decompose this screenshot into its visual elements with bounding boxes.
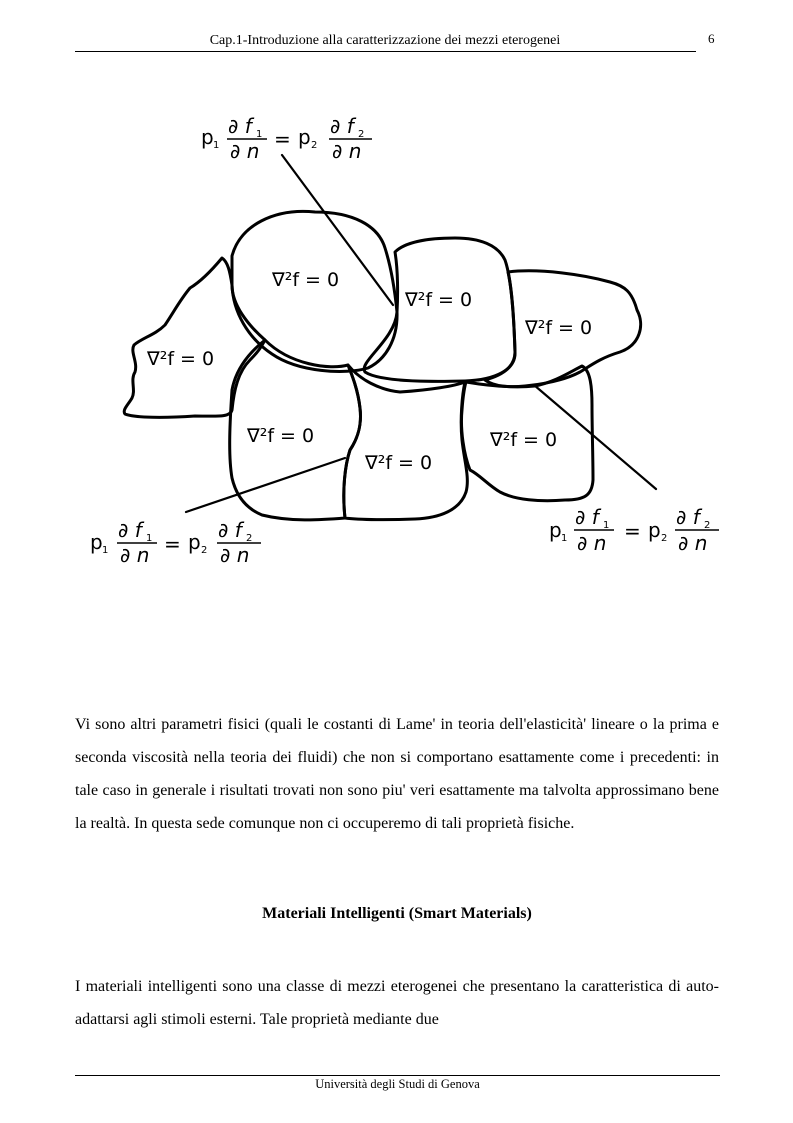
eq-p2-sub: 2 [311,140,318,151]
region-label: ∇²f = 0 [147,348,215,370]
interface-equation-top [201,114,372,163]
svg-text:=: = [624,519,641,543]
svg-text:∇²f = 0 [146,348,214,370]
region-label: ∇²f = 0 [365,452,433,474]
paragraph-smart-materials: I materiali intelligenti sono una classe di mezzi eterogenei che presentano la caratteristica di auto-adattarsi agli stimoli esterni. Tale proprietà mediante due [75,978,719,1028]
bottom-left-leader-line [186,458,345,512]
region-left-outline [124,258,265,417]
paragraph-lame-constants: Vi sono altri parametri fisici (quali le costanti di Lame' in teoria dell'elasticità' lineare o la prima e seconda viscosità nella teoria dei fluidi) che non si comportano esattamente come i precedenti: in tale caso in generale i risultati trovati non sono piu' veri esattamente ma talvolta approssimano bene la realtà. In questa sede comunque non ci occuperemo di tali proprietà fisiche. [75,716,719,832]
svg-text:∂ f: ∂ f [218,518,242,542]
svg-text:p: p [188,530,201,554]
svg-text:∇²f = 0 [246,425,314,447]
page-number: 6 [708,31,715,46]
eq-p1: p [201,125,214,149]
section-heading-smart-materials: Materiali Intelligenti (Smart Materials) [262,905,532,922]
svg-text:2: 2 [704,520,711,531]
svg-text:∂ f: ∂ f [676,505,700,529]
svg-text:1: 1 [603,520,610,531]
eq-numerator-right: ∂ f [330,114,354,138]
interface-equation-bottom-left [90,518,261,567]
svg-text:∂ n: ∂ n [220,543,250,567]
svg-text:∂ f: ∂ f [118,518,142,542]
eq-numerator-left: ∂ f [228,114,252,138]
interface-equation-bottom-right [549,505,719,555]
svg-text:∂ n: ∂ n [577,531,607,555]
region-center-bottom-outline [344,365,468,520]
region-label: ∇²f = 0 [490,429,558,451]
region-label: ∇²f = 0 [405,289,473,311]
eq-equals: = [274,127,291,151]
footer-university: Università degli Studi di Genova [315,1077,480,1091]
svg-text:1: 1 [561,533,568,544]
svg-text:∂ n: ∂ n [120,543,150,567]
footer-divider [75,1075,720,1076]
eq-numerator-left-sub: 1 [256,129,263,140]
eq-denominator-left: ∂ n [230,139,260,163]
svg-text:∂ n: ∂ n [678,531,708,555]
svg-text:1: 1 [102,545,109,556]
svg-text:∇²f = 0 [404,289,472,311]
region-label: ∇²f = 0 [272,269,340,291]
svg-text:1: 1 [146,533,153,544]
svg-text:p: p [648,518,661,542]
svg-text:=: = [164,532,181,556]
eq-p1-sub: 1 [213,140,220,151]
svg-text:∂ f: ∂ f [575,505,599,529]
svg-text:2: 2 [246,533,253,544]
svg-text:2: 2 [201,545,208,556]
eq-p2: p [298,125,311,149]
svg-text:∇²f = 0 [271,269,339,291]
svg-text:p: p [549,518,562,542]
svg-text:∇²f = 0 [364,452,432,474]
region-label: ∇²f = 0 [247,425,315,447]
svg-text:∇²f = 0 [489,429,557,451]
svg-text:∇²f = 0 [524,317,592,339]
eq-denominator-right: ∂ n [332,139,362,163]
svg-text:2: 2 [661,533,668,544]
svg-text:p: p [90,530,103,554]
eq-numerator-right-sub: 2 [358,129,365,140]
region-label: ∇²f = 0 [525,317,593,339]
running-header-title: Cap.1-Introduzione alla caratterizzazione dei mezzi eterogenei [209,33,561,48]
